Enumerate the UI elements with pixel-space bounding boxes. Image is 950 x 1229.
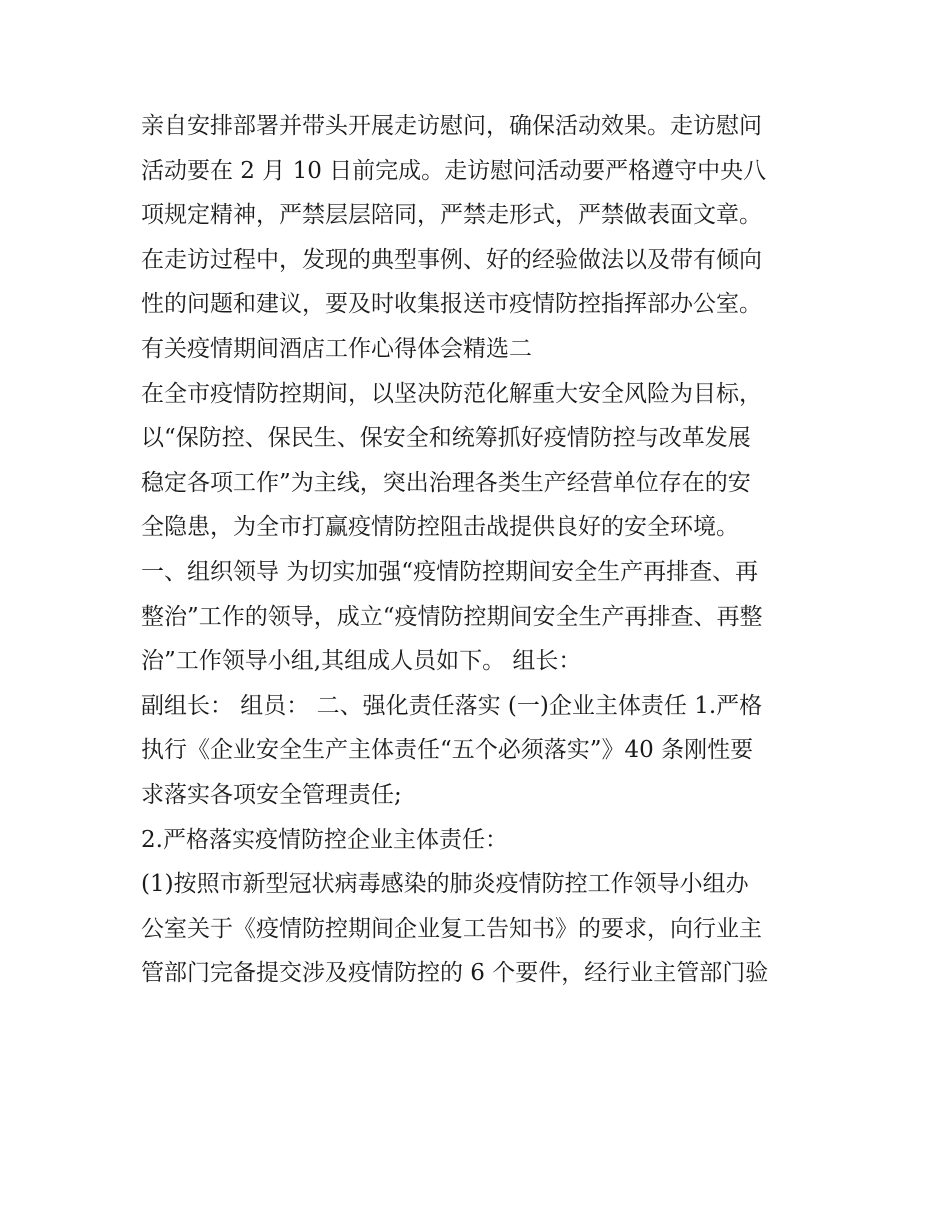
text-line: 稳定各项工作”为主线，突出治理各类生产经营单位存在的安 bbox=[141, 469, 751, 496]
text-line: 2.严格落实疫情防控企业主体责任： bbox=[141, 826, 508, 853]
text-line: 执行《企业安全生产主体责任“五个必须落实”》40 条刚性要 bbox=[141, 737, 754, 764]
text-line: (1)按照市新型冠状病毒感染的肺炎疫情防控工作领导小组办 bbox=[141, 871, 749, 898]
text-line: 以“保防控、保民生、保安全和统筹抓好疫情防控与改革发展 bbox=[141, 425, 751, 452]
text-line: 整治”工作的领导，成立“疫情防控期间安全生产再排查、再整 bbox=[141, 603, 763, 630]
text-line: 副组长： 组员： 二、强化责任落实 (一)企业主体责任 1.严格 bbox=[141, 692, 763, 719]
text-line: 一、组织领导 为切实加强“疫情防控期间安全生产再排查、再 bbox=[141, 558, 759, 585]
document-body bbox=[141, 104, 821, 996]
text-line: 治”工作领导小组,其组成人员如下。 组长： bbox=[141, 648, 582, 675]
text-line: 项规定精神，严禁层层陪同，严禁走形式，严禁做表面文章。 bbox=[141, 202, 762, 229]
section-heading: 有关疫情期间酒店工作心得体会精选二 bbox=[141, 335, 532, 362]
text-line: 活动要在 2 月 10 日前完成。走访慰问活动要严格遵守中央八 bbox=[141, 157, 767, 184]
text-line: 公室关于《疫情防控期间企业复工告知书》的要求，向行业主 bbox=[141, 915, 762, 942]
text-line: 求落实各项安全管理责任; bbox=[141, 781, 402, 808]
text-line: 全隐患，为全市打赢疫情防控阻击战提供良好的安全环境。 bbox=[141, 514, 739, 541]
text-line: 在走访过程中，发现的典型事例、好的经验做法以及带有倾向 bbox=[141, 246, 762, 273]
text-line: 管部门完备提交涉及疫情防控的 6 个要件，经行业主管部门验 bbox=[141, 960, 769, 987]
text-line: 在全市疫情防控期间，以坚决防范化解重大安全风险为目标， bbox=[141, 380, 762, 407]
text-line: 性的问题和建议，要及时收集报送市疫情防控指挥部办公室。 bbox=[141, 291, 762, 318]
text-line: 亲自安排部署并带头开展走访慰问，确保活动效果。走访慰问 bbox=[141, 113, 762, 139]
